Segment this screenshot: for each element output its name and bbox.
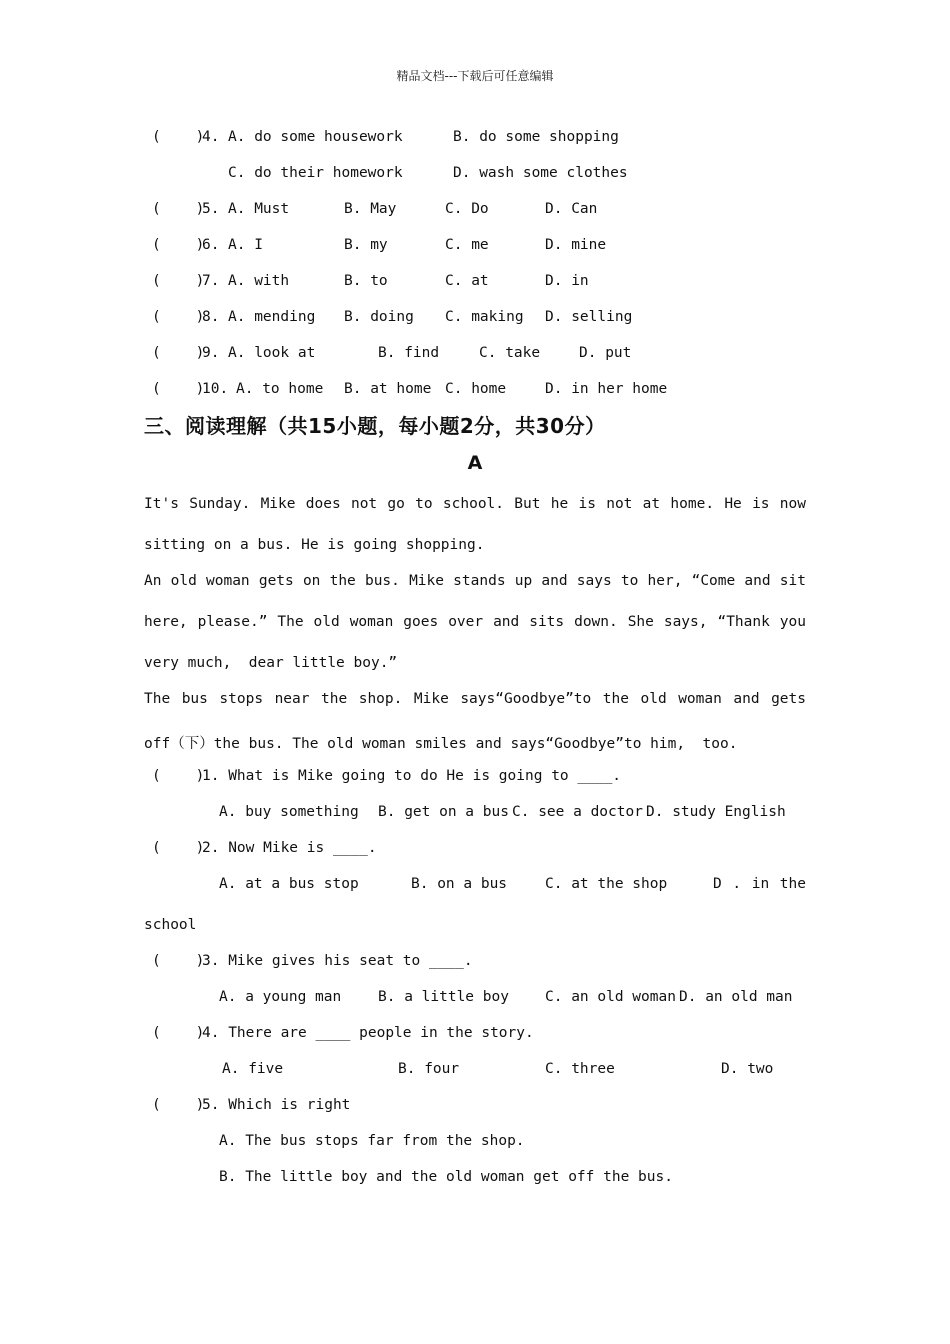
option-d: D. an old man xyxy=(679,989,793,1005)
answer-paren: ( ) xyxy=(152,129,205,145)
section-title: 三、阅读理解（共15小题，每小题2分，共30分） xyxy=(144,414,606,438)
option-a: A. mending xyxy=(228,309,316,325)
option-d: D. in xyxy=(545,273,589,289)
question-number: 10. xyxy=(202,381,229,397)
option-b: B. get on a bus xyxy=(378,804,509,820)
passage-line: off（下）the bus. The old woman smiles and says“Goodbye”to him, too. xyxy=(144,736,738,752)
passage-line: An old woman gets on the bus. Mike stands up and says to her, “Come and sit xyxy=(144,573,806,589)
answer-paren: ( ) xyxy=(152,768,205,784)
passage-line: sitting on a bus. He is going shopping. xyxy=(144,537,485,553)
option-d: D. study English xyxy=(646,804,786,820)
passage-line: here, please.” The old woman goes over and sits down. She says, “Thank you xyxy=(144,614,806,630)
question-stem: 5. Which is right xyxy=(202,1097,351,1113)
option-a: A. Must xyxy=(228,201,290,217)
option-c: C. do their homework xyxy=(228,165,403,181)
option-a: A. at a bus stop xyxy=(219,876,359,892)
option-a: A. five xyxy=(222,1061,284,1077)
passage-line: very much, dear little boy.” xyxy=(144,655,398,671)
answer-paren: ( ) xyxy=(152,1097,205,1113)
answer-paren: ( ) xyxy=(152,840,205,856)
option-a: A. do some housework xyxy=(228,129,403,145)
question-number: 6. xyxy=(202,237,220,253)
option-d: D. in her home xyxy=(545,381,668,397)
answer-paren: ( ) xyxy=(152,201,205,217)
answer-paren: ( ) xyxy=(152,345,205,361)
option-b: B. May xyxy=(344,201,397,217)
option-a: A. The bus stops far from the shop. xyxy=(219,1133,525,1149)
option-b: B. a little boy xyxy=(378,989,509,1005)
passage-line: The bus stops near the shop. Mike says“Goodbye”to the old woman and gets xyxy=(144,691,806,707)
option-d: D . in the xyxy=(713,876,806,892)
question-stem: 1. What is Mike going to do He is going to ____. xyxy=(202,768,622,784)
option-a: A. a young man xyxy=(219,989,342,1005)
option-c: C. at the shop xyxy=(545,876,668,892)
question-number: 7. xyxy=(202,273,220,289)
option-a: A. I xyxy=(228,237,263,253)
option-d: D. Can xyxy=(545,201,598,217)
option-c: C. home xyxy=(445,381,507,397)
option-c: C. three xyxy=(545,1061,615,1077)
passage-title: A xyxy=(467,452,483,474)
option-d: D. selling xyxy=(545,309,633,325)
question-number: 4. xyxy=(202,129,220,145)
option-b: B. to xyxy=(344,273,388,289)
option-b: B. doing xyxy=(344,309,414,325)
answer-paren: ( ) xyxy=(152,237,205,253)
option-c: C. see a doctor xyxy=(512,804,643,820)
question-stem: 3. Mike gives his seat to ____. xyxy=(202,953,473,969)
question-number: 9. xyxy=(202,345,220,361)
answer-paren: ( ) xyxy=(152,273,205,289)
option-c: C. me xyxy=(445,237,489,253)
question-stem: 4. There are ____ people in the story. xyxy=(202,1025,534,1041)
option-c: C. take xyxy=(479,345,541,361)
question-number: 8. xyxy=(202,309,220,325)
option-c: C. Do xyxy=(445,201,489,217)
option-d: D. mine xyxy=(545,237,607,253)
passage-line: It's Sunday. Mike does not go to school. But he is not at home. He is now xyxy=(144,496,806,512)
answer-paren: ( ) xyxy=(152,953,205,969)
option-c: C. making xyxy=(445,309,524,325)
answer-paren: ( ) xyxy=(152,309,205,325)
option-c: C. an old woman xyxy=(545,989,676,1005)
option-b: B. at home xyxy=(344,381,432,397)
option-b: B. my xyxy=(344,237,388,253)
option-d: D. wash some clothes xyxy=(453,165,628,181)
option-c: C. at xyxy=(445,273,489,289)
option-a: A. to home xyxy=(236,381,324,397)
question-number: 5. xyxy=(202,201,220,217)
option-b: B. The little boy and the old woman get off the bus. xyxy=(219,1169,673,1185)
answer-paren: ( ) xyxy=(152,1025,205,1041)
option-d: D. two xyxy=(721,1061,774,1077)
option-d-continued: school xyxy=(144,917,197,933)
question-stem: 2. Now Mike is ____. xyxy=(202,840,377,856)
option-a: A. look at xyxy=(228,345,316,361)
option-b: B. four xyxy=(398,1061,460,1077)
page-header: 精品文档---下载后可任意编辑 xyxy=(396,69,554,83)
option-b: B. do some shopping xyxy=(453,129,619,145)
option-a: A. with xyxy=(228,273,290,289)
option-b: B. on a bus xyxy=(411,876,508,892)
option-d: D. put xyxy=(579,345,632,361)
option-a: A. buy something xyxy=(219,804,359,820)
answer-paren: ( ) xyxy=(152,381,205,397)
option-b: B. find xyxy=(378,345,440,361)
